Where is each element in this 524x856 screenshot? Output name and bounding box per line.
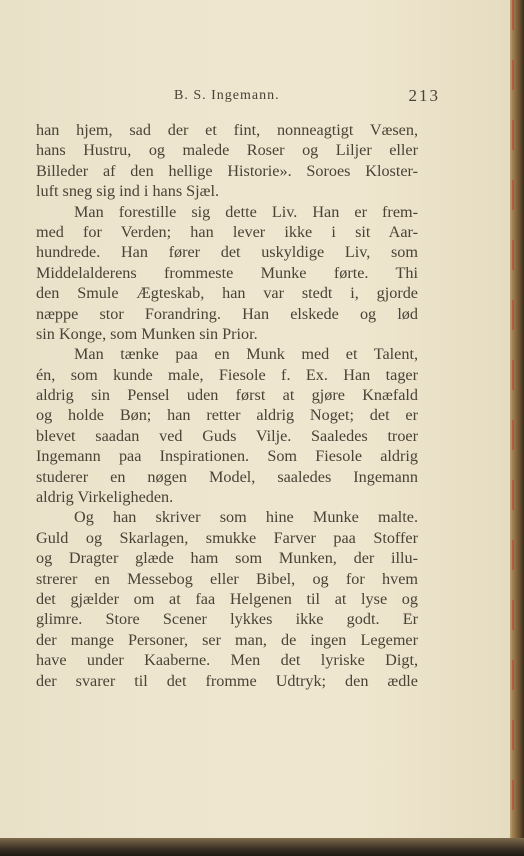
header-title: B. S. Ingemann. (174, 88, 280, 103)
text-line: Man tænke paa en Munk med et Talent, (74, 345, 418, 364)
text-line: luft sneg sig ind i hans Sjæl. (36, 182, 220, 201)
text-line: der svarer til det fromme Udtryk; den ædle (36, 671, 418, 690)
page-number: 213 (408, 86, 440, 105)
text-line: sin Konge, som Munken sin Prior. (36, 324, 258, 343)
text-line: og Dragter glæde ham som Munken, der illu- (36, 549, 418, 568)
text-line: blevet saadan ved Guds Vilje. Saaledes troer (36, 426, 418, 445)
text-line: Guld og Skarlagen, smukke Farver paa Stoffer (36, 528, 418, 547)
text-line: næppe stor Forandring. Han elskede og lød (36, 304, 418, 323)
text-line: Billeder af den hellige Historie». Soroes Kloster- (36, 161, 418, 180)
text-line: Middelalderens frommeste Munke førte. Thi (36, 263, 418, 282)
text-line: hundrede. Han fører det uskyldige Liv, som (36, 243, 418, 262)
text-line: det gjælder om at faa Helgenen til at lyse og (36, 589, 418, 608)
text-line: én, som kunde male, Fiesole f. Ex. Han tager (36, 365, 418, 384)
text-line: Ingemann paa Inspirationen. Som Fiesole aldrig (36, 447, 418, 466)
text-line: og holde Bøn; han retter aldrig Noget; det er (36, 406, 418, 425)
text-line: hans Hustru, og malede Roser og Liljer eller (36, 141, 418, 160)
text-line: aldrig Virkeligheden. (36, 488, 174, 507)
text-line: strerer en Messebog eller Bibel, og for hvem (36, 569, 418, 588)
text-line: med for Verden; han lever ikke i sit Aar- (36, 222, 418, 241)
text-line: have under Kaaberne. Men det lyriske Digt, (36, 651, 418, 670)
text-line: aldrig sin Pensel uden først at gjøre Knæfald (36, 386, 418, 405)
text-line: han hjem, sad der et fint, nonneagtigt Væsen, (36, 121, 418, 139)
text-line: den Smule Ægteskab, han var stedt i, gjorde (36, 284, 418, 303)
page-edge (510, 0, 524, 856)
bottom-edge (0, 838, 524, 856)
text-line: studerer en nøgen Model, saaledes Ingemann (36, 467, 418, 486)
text-line: glimre. Store Scener lykkes ikke godt. Er (36, 610, 418, 629)
text-line: der mange Personer, ser man, de ingen Legemer (36, 630, 418, 649)
running-head (36, 88, 478, 110)
body-text (36, 120, 418, 691)
text-line: Man forestille sig dette Liv. Han er frem- (74, 202, 418, 221)
text-line: Og han skriver som hine Munke malte. (74, 508, 418, 527)
